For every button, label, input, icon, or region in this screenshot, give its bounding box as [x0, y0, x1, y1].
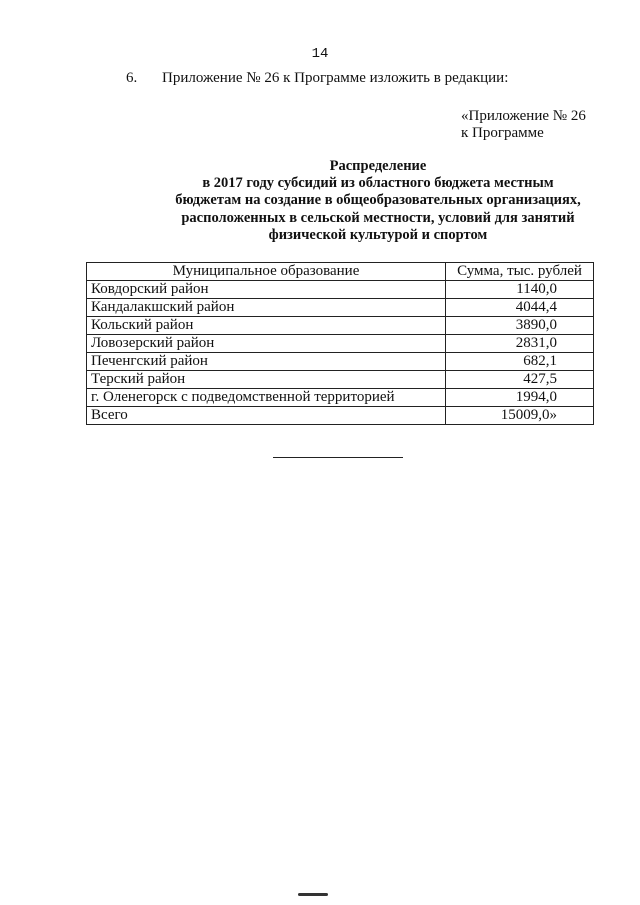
table-header-row — [87, 263, 594, 281]
amount-cell: 4044,4 — [446, 299, 594, 317]
document-title — [120, 158, 636, 244]
amount-cell: 1140,0 — [446, 281, 594, 299]
amount-cell: 682,1 — [446, 353, 594, 371]
table-row — [87, 299, 594, 317]
table-row — [87, 389, 594, 407]
table-row — [87, 353, 594, 371]
title-line-1: Распределение — [329, 158, 427, 174]
total-label-cell: Всего — [87, 407, 446, 425]
footer-mark — [298, 893, 328, 896]
municipality-cell: Кольский район — [87, 317, 446, 335]
table-row — [87, 317, 594, 335]
annex-reference — [461, 108, 586, 142]
table-total-row — [87, 407, 594, 425]
annex-ref-line-1: «Приложение № 26 — [461, 108, 586, 124]
municipality-cell: Печенгский район — [87, 353, 446, 371]
distribution-table — [86, 262, 594, 425]
title-line-2: в 2017 году субсидий из областного бюджета местным — [202, 175, 554, 192]
page-number: 14 — [311, 46, 329, 62]
item-text: Приложение № 26 к Программе изложить в редакции: — [162, 70, 509, 86]
title-line-5: физической культурой и спортом — [268, 226, 488, 243]
title-line-3: бюджетам на создание в общеобразовательных организациях, — [175, 192, 581, 209]
municipality-cell: Кандалакшский район — [87, 299, 446, 317]
total-amount-cell: 15009,0» — [446, 407, 594, 425]
municipality-cell: г. Оленегорск с подведомственной территорией — [87, 389, 446, 407]
municipality-cell: Ловозерский район — [87, 335, 446, 353]
municipality-cell: Ковдорский район — [87, 281, 446, 299]
amount-cell: 1994,0 — [446, 389, 594, 407]
closing-rule — [273, 457, 403, 458]
table-row — [87, 281, 594, 299]
header-amount: Сумма, тыс. рублей — [446, 263, 594, 281]
title-line-4: расположенных в сельской местности, условий для занятий — [181, 209, 575, 226]
municipality-cell: Терский район — [87, 371, 446, 389]
table-row — [87, 371, 594, 389]
table-row — [87, 335, 594, 353]
amount-cell: 427,5 — [446, 371, 594, 389]
amount-cell: 2831,0 — [446, 335, 594, 353]
amount-cell: 3890,0 — [446, 317, 594, 335]
annex-ref-line-2: к Программе — [461, 125, 544, 141]
item-number: 6. — [126, 70, 138, 86]
header-municipality: Муниципальное образование — [87, 263, 446, 281]
amendment-item — [126, 70, 508, 87]
